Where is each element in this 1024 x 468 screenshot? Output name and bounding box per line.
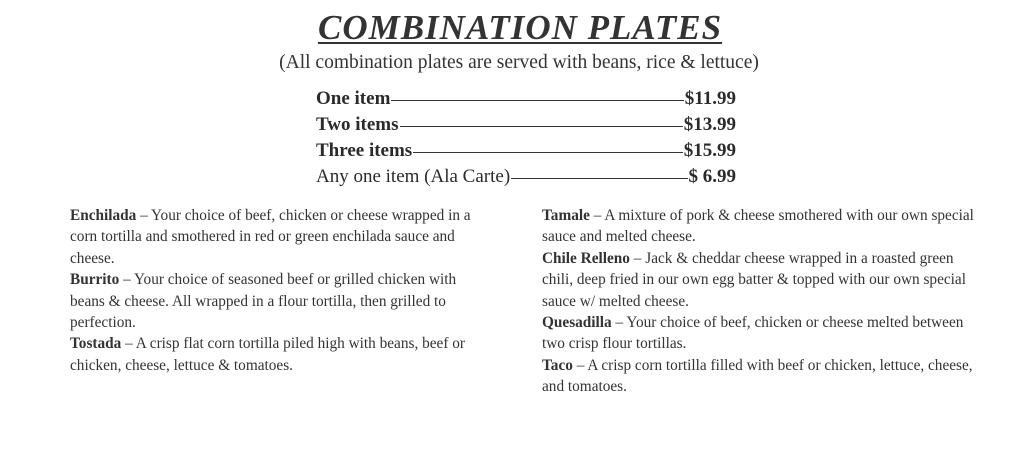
price-label: Three items <box>316 140 413 161</box>
menu-title: COMBINATION PLATES <box>317 8 723 47</box>
price-value: $13.99 <box>683 114 736 135</box>
menu-item-quesadilla <box>542 312 982 355</box>
item-name: Chile Relleno <box>542 249 630 267</box>
menu-items-left <box>70 205 490 376</box>
price-label: One item <box>316 88 391 109</box>
item-name: Tostada <box>70 335 122 353</box>
item-description: – Jack & cheddar cheese wrapped in a roasted green chili, deep fried in our own egg batter & topped with our own special sauce w/ melted cheese. <box>542 249 966 310</box>
leader-line <box>400 126 683 127</box>
item-name: Burrito <box>70 271 120 289</box>
menu-item-enchilada <box>70 205 490 269</box>
menu-items-right <box>542 205 982 398</box>
price-value: $15.99 <box>683 140 736 161</box>
price-label: Any one item (Ala Carte) <box>316 166 511 187</box>
price-row-one-item <box>316 88 736 114</box>
leader-line <box>413 152 683 153</box>
leader-line <box>511 178 687 179</box>
menu-item-tamale <box>542 205 982 248</box>
leader-line <box>391 100 683 101</box>
price-list <box>316 88 736 192</box>
item-name: Tamale <box>542 207 590 224</box>
item-description: – A crisp flat corn tortilla piled high with beans, beef or chicken, cheese, lettuce & tomatoes. <box>70 335 465 374</box>
menu-subtitle: (All combination plates are served with beans, rice & lettuce) <box>279 52 759 73</box>
price-row-ala-carte <box>316 166 736 192</box>
price-value: $ 6.99 <box>688 166 736 187</box>
item-name: Enchilada <box>70 207 137 224</box>
item-name: Quesadilla <box>542 314 612 332</box>
menu-item-chile-relleno <box>542 248 982 312</box>
menu-item-taco <box>542 355 982 398</box>
item-description: – Your choice of beef, chicken or cheese wrapped in a corn tortilla and smothered in red or green enchilada sauce and cheese. <box>70 207 471 267</box>
item-description: – Your choice of beef, chicken or cheese melted between two crisp flour tortillas. <box>542 314 964 353</box>
price-value: $11.99 <box>684 88 736 109</box>
item-description: – A mixture of pork & cheese smothered with our own special sauce and melted cheese. <box>542 207 974 246</box>
menu-item-burrito <box>70 269 490 333</box>
item-name: Taco <box>542 356 573 374</box>
price-label: Two items <box>316 114 399 135</box>
item-description: – A crisp corn tortilla filled with beef or chicken, lettuce, cheese, and tomatoes. <box>542 356 973 396</box>
price-row-two-items <box>316 114 736 140</box>
item-description: – Your choice of seasoned beef or grilled chicken with beans & cheese. All wrapped in a flour tortilla, then grilled to perfection. <box>70 271 457 332</box>
menu-item-tostada <box>70 333 490 376</box>
price-row-three-items <box>316 140 736 166</box>
